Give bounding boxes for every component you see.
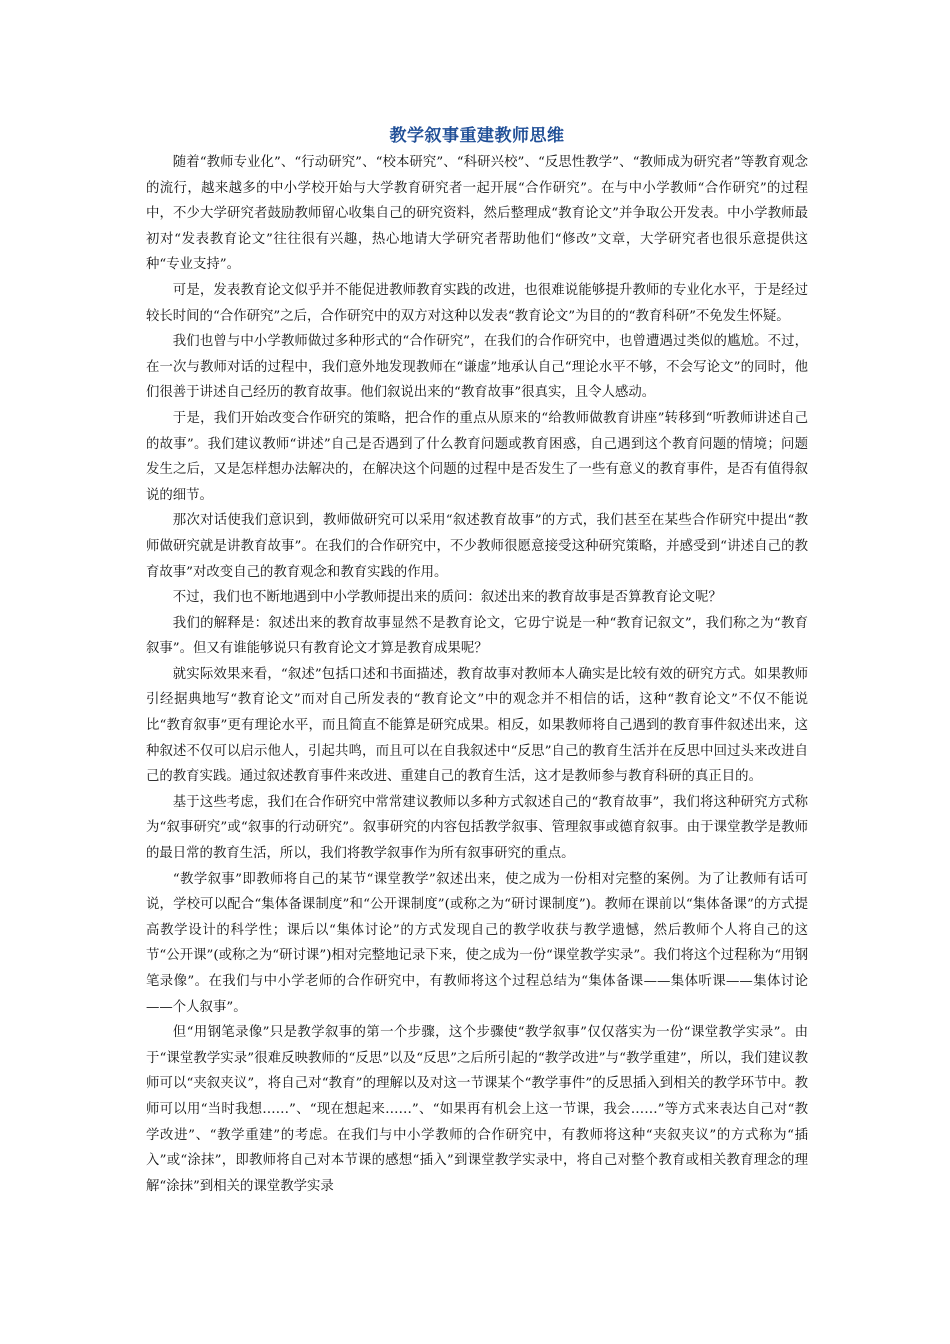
paragraph: 基于这些考虑，我们在合作研究中常常建议教师以多种方式叙述自己的“教育故事”，我们将这种研究方式称为“叙事研究”或“叙事的行动研究”。叙事研究的内容包括教学叙事、管理叙事或德育叙事。由于课堂教学是教师的最日常的教育生活，所以，我们将教学叙事作为所有叙事研究的重点。 <box>146 794 808 862</box>
document-title: 教学叙事重建教师思维 <box>389 126 565 146</box>
paragraph: 于是，我们开始改变合作研究的策略，把合作的重点从原来的“给教师做教育讲座”转移到“听教师讲述自己的故事”。我们建议教师“讲述”自己是否遇到了什么教育问题或教育困惑，自己遇到这个教育问题的情境；问题发生之后，又是怎样想办法解决的，在解决这个问题的过程中是否发生了一些有意义的教育事件，是否有值得叙说的细节。 <box>146 410 808 503</box>
paragraph: 随着“教师专业化”、“行动研究”、“校本研究”、“科研兴校”、“反思性教学”、“教师成为研究者”等教育观念的流行，越来越多的中小学校开始与大学教育研究者一起开展“合作研究”。在与中小学教师“合作研究”的过程中，不少大学研究者鼓励教师留心收集自己的研究资料，然后整理成“教育论文”并争取公开发表。中小学教师最初对“发表教育论文”往往很有兴趣，热心地请大学研究者帮助他们“修改”文章，大学研究者也很乐意提供这种“专业支持”。 <box>146 155 808 273</box>
paragraph: 我们的解释是：叙述出来的教育故事显然不是教育论文，它毋宁说是一种“教育记叙文”，我们称之为“教育叙事”。但又有谁能够说只有教育论文才算是教育成果呢？ <box>146 615 808 657</box>
document-body <box>146 124 808 1199</box>
paragraph: 那次对话使我们意识到，教师做研究可以采用“叙述教育故事”的方式，我们甚至在某些合作研究中提出“教师做研究就是讲教育故事”。在我们的合作研究中，不少教师很愿意接受这种研究策略，并感受到“讲述自己的教育故事”对改变自己的教育观念和教育实践的作用。 <box>146 513 808 580</box>
paragraph: 就实际效果来看，“叙述”包括口述和书面描述，教育故事对教师本人确实是比较有效的研究方式。如果教师引经据典地写“教育论文”而对自己所发表的“教育论文”中的观念并不相信的话，这种“教育论文”不仅不能说比“教育叙事”更有理论水平，而且简直不能算是研究成果。相反，如果教师将自己遇到的教育事件叙述出来，这种叙述不仅可以启示他人，引起共鸣，而且可以在自我叙述中“反思”自己的教育生活并在反思中回过头来改进自己的教育实践。通过叙述教育事件来改进、重建自己的教育生活，这才是教师参与教育科研的真正目的。 <box>146 666 808 785</box>
paragraph: 不过，我们也不断地遇到中小学教师提出来的质问：叙述出来的教育故事是否算教育论文呢？ <box>172 590 722 606</box>
paragraph: 可是，发表教育论文似乎并不能促进教师教育实践的改进，也很难说能够提升教师的专业化水平，于是经过较长时间的“合作研究”之后，合作研究中的双方对这种以发表“教育论文”为目的的“教育科研”不免发生怀疑。 <box>146 282 808 324</box>
paragraph: 但“用钢笔录像”只是教学叙事的第一个步骤，这个步骤使“教学叙事”仅仅落实为一份“课堂教学实录”。由于“课堂教学实录”很难反映教师的“反思”以及“反思”之后所引起的“教学改进”与“教学重建”，所以，我们建议教师可以“夹叙夹议”，将自己对“教育”的理解以及对这一节课某个“教学事件”的反思插入到相关的教学环节中。教师可以用“当时我想……”、“现在想起来……”、“如果再有机会上这一节课，我会……”等方式来表达自己对“教学改进”、“教学重建”的考虑。在我们与中小学教师的合作研究中，有教师将这种“夹叙夹议”的方式称为“插入”或“涂抹”，即教师将自己对本节课的感想“插入”到课堂教学实录中，将自己对整个教育或相关教育理念的理解“涂抹”到相关的课堂教学实录 <box>146 1025 808 1194</box>
paragraph: “教学叙事”即教师将自己的某节“课堂教学”叙述出来，使之成为一份相对完整的案例。为了让教师有话可说，学校可以配合“集体备课制度”和“公开课制度”(或称之为“研讨课制度”)。教师在课前以“集体备课”的方式提高教学设计的科学性；课后以“集体讨论”的方式发现自己的教学收获与教学遗憾，然后教师个人将自己的这节“公开课”(或称之为“研讨课”)相对完整地记录下来，使之成为一份“课堂教学实录”。我们将这个过程称为“用钢笔录像”。在我们与中小学老师的合作研究中，有教师将这个过程总结为“集体备课——集体听课——集体讨论——个人叙事”。 <box>146 871 808 1015</box>
paragraph: 我们也曾与中小学教师做过多种形式的“合作研究”，在我们的合作研究中，也曾遭遇过类似的尴尬。不过，在一次与教师对话的过程中，我们意外地发现教师在“谦虚”地承认自己“理论水平不够，不会写论文”的同时，他们很善于讲述自己经历的教育故事。他们叙说出来的“教育故事”很真实，且令人感动。 <box>146 334 808 401</box>
